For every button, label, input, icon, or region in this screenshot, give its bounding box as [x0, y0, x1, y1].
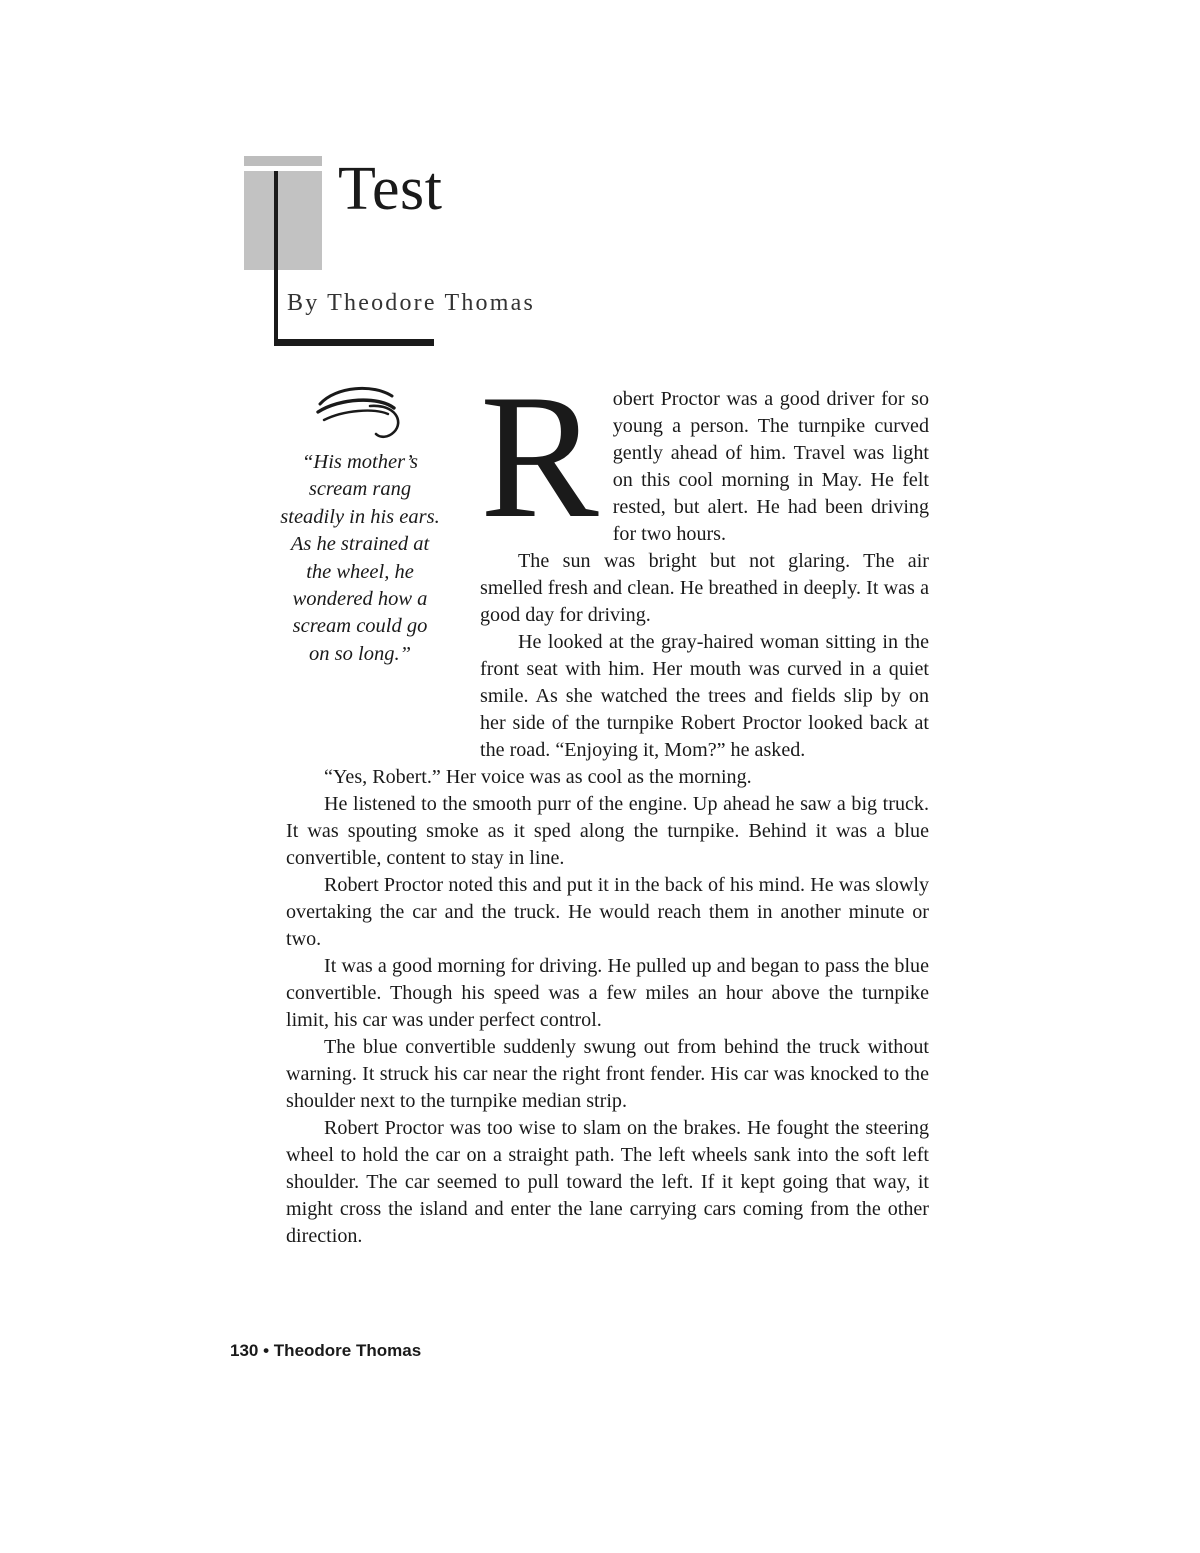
body-paragraph: obert Proctor was a good driver for so young a person. The turnpike curved gently ahead of him. Travel was light on this cool morning in May. He felt rested, but alert. He had been driving for two hours.: [612, 388, 929, 545]
story-byline: By Theodore Thomas: [287, 290, 536, 316]
running-head: Theodore Thomas: [273, 1341, 422, 1360]
story-body: [286, 357, 929, 1250]
pull-quote-wrap-space: [286, 386, 480, 750]
body-paragraph: “Yes, Robert.” Her voice was as cool as the morning.: [324, 766, 752, 788]
story-title: Test: [338, 155, 443, 223]
footer-separator: •: [263, 1341, 270, 1360]
body-paragraph: He looked at the gray-haired woman sitting in the front seat with him. Her mouth was curved in a quiet smile. As she watched the trees and fields slip by on her side of the turnpike Robert Proctor looked back at the road. “Enjoying it, Mom?” he asked.: [480, 631, 929, 761]
page-footer: [230, 1341, 421, 1361]
body-paragraph: He listened to the smooth purr of the engine. Up ahead he saw a big truck. It was spouting smoke as it sped along the turnpike. Behind it was a blue convertible, content to stay in line.: [286, 793, 929, 869]
body-paragraph: The blue convertible suddenly swung out from behind the truck without warning. It struck his car near the right front fender. His car was knocked to the shoulder next to the turnpike median strip.: [286, 1036, 929, 1112]
title-decoration-box: [244, 171, 322, 270]
body-paragraph: Robert Proctor noted this and put it in the back of his mind. He was slowly overtaking the car and the truck. He would reach them in another minute or two.: [286, 874, 929, 950]
title-decoration-bar: [244, 156, 322, 166]
page-number: 130: [230, 1341, 259, 1360]
body-paragraph: Robert Proctor was too wise to slam on the brakes. He fought the steering wheel to hold the car on a straight path. The left wheels sank into the soft left shoulder. The car seemed to pull toward the left. If it kept going that way, it might cross the island and enter the lane carrying cars coming from the other direction.: [286, 1117, 929, 1247]
body-paragraph: It was a good morning for driving. He pulled up and began to pass the blue convertible. Though his speed was a few miles an hour above the turnpike limit, his car was under perfect control.: [286, 955, 929, 1031]
pull-quote: “His mother’s scream rang steadily in his ears. As he strained at the wheel, he wondered how a scream could go on so long.”: [280, 451, 440, 665]
title-vertical-rule: [274, 171, 278, 346]
drop-cap: R: [480, 357, 599, 555]
byline-underline: [274, 339, 434, 346]
body-paragraph: The sun was bright but not glaring. The air smelled fresh and clean. He breathed in deeply. It was a good day for driving.: [480, 550, 929, 626]
